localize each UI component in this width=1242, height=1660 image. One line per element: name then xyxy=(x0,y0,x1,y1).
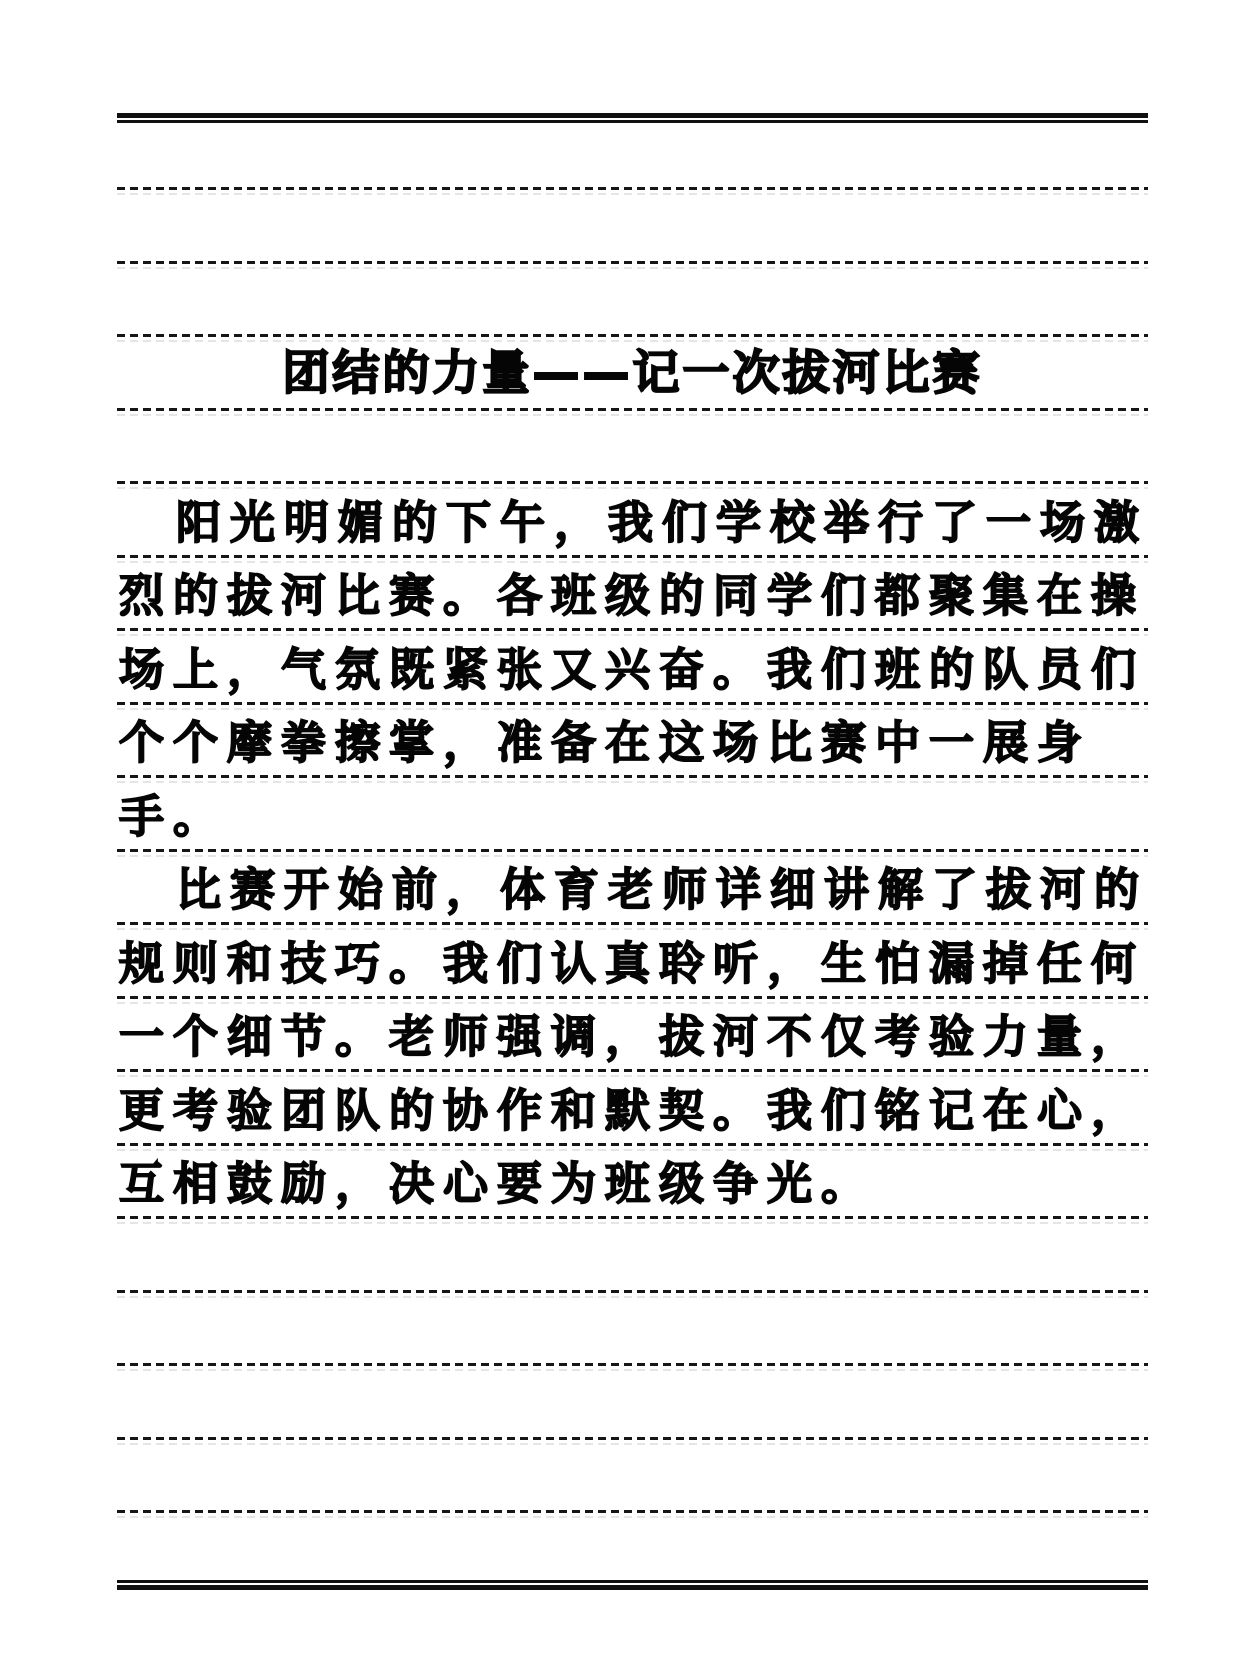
ruled-line xyxy=(117,1366,1148,1440)
text-line: 一个细节。老师强调，拔河不仅考验力量， xyxy=(119,1010,1146,1063)
ruled-line xyxy=(117,1072,1148,1146)
text-line: 阳光明媚的下午，我们学校举行了一场激 xyxy=(176,495,1149,549)
bottom-border-rule xyxy=(117,1580,1148,1590)
bottom-margin-space xyxy=(117,1513,1148,1580)
ruled-line xyxy=(117,123,1148,190)
text-line: 互相鼓励，决心要为班级争光。 xyxy=(119,1157,876,1210)
text-line: 手。 xyxy=(119,789,228,843)
essay-title: 团结的力量——记一次拔河比赛 xyxy=(282,345,983,401)
text-line: 更考验团队的协作和默契。我们铭记在心， xyxy=(119,1083,1146,1137)
ruled-line xyxy=(117,190,1148,264)
text-line: 比赛开始前，体育老师详细讲解了拔河的 xyxy=(176,863,1149,916)
text-line: 个个摩拳擦掌，准备在这场比赛中一展身 xyxy=(119,716,1092,769)
text-line: 规则和技巧。我们认真聆听，生怕漏掉任何 xyxy=(119,936,1146,990)
ruled-line xyxy=(117,1146,1148,1220)
top-border-rule xyxy=(117,113,1148,123)
writing-sheet xyxy=(117,113,1148,1590)
ruled-line xyxy=(117,778,1148,852)
ruled-line xyxy=(117,1293,1148,1367)
ruled-line xyxy=(117,1219,1148,1293)
ruled-line xyxy=(117,705,1148,779)
text-line: 场上，气氛既紧张又兴奋。我们班的队员们 xyxy=(119,642,1146,696)
ruled-line xyxy=(117,631,1148,705)
ruled-line xyxy=(117,484,1148,558)
ruled-line xyxy=(117,411,1148,485)
ruled-line xyxy=(117,337,1148,411)
ruled-line xyxy=(117,852,1148,926)
ruled-line xyxy=(117,999,1148,1073)
ruled-line xyxy=(117,925,1148,999)
text-line: 烈的拔河比赛。各班级的同学们都聚集在操 xyxy=(119,569,1146,622)
ruled-line xyxy=(117,264,1148,338)
ruled-line xyxy=(117,1440,1148,1514)
ruled-line xyxy=(117,558,1148,632)
